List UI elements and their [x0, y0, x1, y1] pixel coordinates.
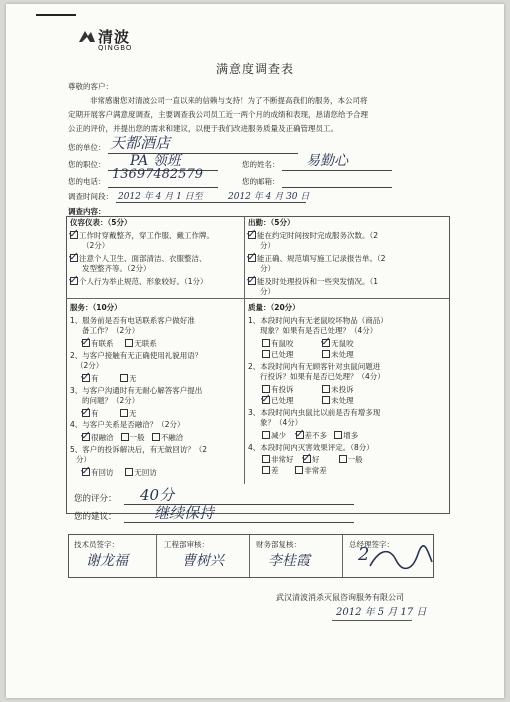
checkbox[interactable]: [82, 409, 90, 417]
checkbox[interactable]: [339, 455, 347, 463]
logo-chinese: 清波: [98, 28, 131, 46]
phone-label: 您的电话：: [68, 177, 106, 186]
checkbox[interactable]: [295, 466, 303, 474]
quality-q3-options[interactable]: 减少 差不多 增多: [262, 429, 358, 443]
score-value[interactable]: 40分: [140, 486, 175, 504]
appearance-title: 仪容仪表：（5分）: [70, 218, 132, 227]
checkbox[interactable]: [70, 277, 78, 285]
email-label: 您的邮箱：: [242, 177, 280, 186]
engineer-signature[interactable]: 曹树兴: [182, 553, 224, 569]
checkbox[interactable]: [322, 385, 330, 393]
quality-title: 质量：（20分）: [248, 303, 300, 312]
checkbox[interactable]: [125, 339, 133, 347]
checkbox[interactable]: [248, 254, 256, 262]
period-end[interactable]: 2012 年 4 月 30 日: [228, 192, 310, 202]
checkbox[interactable]: [262, 350, 270, 358]
appearance-item-2[interactable]: 注意个人卫生、面部清洁、衣服整洁、: [70, 252, 207, 266]
checkbox[interactable]: [70, 254, 78, 262]
phone-value[interactable]: 13697482579: [112, 167, 203, 182]
intro-line-1: 非常感谢您对清波公司一直以来的信赖与支持！为了不断提高我们的服务，本公司将: [90, 96, 368, 105]
checkbox[interactable]: [82, 374, 90, 382]
checkbox[interactable]: [322, 339, 330, 347]
engineer-label: 工程部审核：: [164, 540, 209, 549]
checkbox[interactable]: [120, 374, 128, 382]
checkbox[interactable]: [322, 350, 330, 358]
period-start[interactable]: 2012 年 4 月 1 日至: [118, 192, 203, 202]
attendance-item-2[interactable]: 能正确、规范填写施工记录报告单。（2: [248, 252, 386, 266]
advice-label: 您的建议：: [74, 512, 117, 522]
quality-q2-options-a[interactable]: 有投诉 未投诉: [262, 383, 354, 397]
service-q2-options[interactable]: 有 无: [82, 372, 136, 386]
unit-label: 您的单位：: [68, 143, 106, 152]
attendance-item-1[interactable]: 能在约定时间按时完成服务次数。（2: [248, 229, 378, 243]
service-q3-options[interactable]: 有 无: [82, 407, 136, 421]
checkbox[interactable]: [262, 431, 270, 439]
score-label: 您的评分：: [74, 494, 117, 504]
checkbox[interactable]: [248, 277, 256, 285]
logo-english: QINGBO: [98, 44, 133, 52]
greeting: 尊敬的客户：: [68, 82, 113, 91]
checkbox[interactable]: [262, 455, 270, 463]
checkbox[interactable]: [120, 409, 128, 417]
manager-signature[interactable]: 2: [358, 544, 370, 565]
checkbox[interactable]: [303, 455, 311, 463]
checkbox[interactable]: [70, 231, 78, 239]
appearance-item-3[interactable]: 个人行为举止规范、形象较好。（1分）: [70, 275, 208, 289]
checkbox[interactable]: [82, 433, 90, 441]
company-name: 武汉清波消杀灭鼠咨询服务有限公司: [276, 593, 404, 602]
corner-mark: [36, 14, 76, 16]
period-label: 调查时间段：: [68, 192, 113, 201]
checkbox[interactable]: [296, 431, 304, 439]
advice-value[interactable]: 继续保持: [154, 504, 215, 522]
signature-scribble-icon: [366, 544, 436, 574]
checkbox[interactable]: [82, 468, 90, 476]
survey-sheet: 清波 QINGBO 满意度调查表 尊敬的客户： 非常感谢您对清波公司一直以来的信赖与支持！为了不断提高我们的服务，本公司将 定期开展客户满意度调查，主要调查我公司员工近一两个月的成绩和表现，恳请您给予合理 公正的评价，并提出您的需求和建议，以便于我们改进服务质量及正确管理员工。 您的单位： 天都酒店 您的职位： PA 领班 您的姓名： 易勤心 您的电话： 13697482579 您的邮箱： 调查时间段： 2012 年 4 月 1 日至 2012 年 4 月 30 日 调查内容： 仪容仪表：（5分） 工作时穿戴整齐，穿工作服、戴工作牌。 （2分） 注意个人卫生、面部清洁、衣服整洁、 发型整齐等。（2分） 个人行为举止规范、形象较好。（1分） 出勤：（5分） 能在约定时间按时完成服务次数。（2 分） 能正确、规范填写施工记录报告单。（2 分） 能及时处理投诉和一些突发情况。（1 分） 服务：（10分） 1、服务前是否有电话联系客户做好准 备工作？（2分） 有联系 无联系 2、与客户接触有无正确使用礼貌用语？ （2分） 有 无 3、与客户沟通时有无耐心解答客户提出 的问题？（2分） 有 无 4、与客户关系是否融洽？（2分） 很融洽 一般 不融洽 5、客户的投诉解决后，有无做回访？（2 分） 有回访 无回访 质量：（20分） 1、本段时间内有无老鼠咬坏物品（商品） 现象？如果有是否已处理？（4分） 有鼠咬 无鼠咬 已处理 未处理 2、本段时间内有无顾客针对虫鼠问题进 行投诉？如果有是否已处理？（4分） 有投诉 未投诉 已处理 未处理 3、本段时间内虫鼠比以前是否有增多现 象？（4分） 减少 差不多 增多 4、本段时间内灭害效果评定。（8分） 非常好 好 一般 差 非常差 您的评分： 40分 您的建议： 继续保持 技术员签字： 谢龙福 工程部审核： 曹树兴 财务部复核： 李桂霞 总经理签字： 2 武汉清波消杀灭鼠咨询服务有限公司 2012 年 5 月 17 日: [6, 4, 504, 698]
name-label: 您的姓名：: [242, 160, 280, 169]
quality-q1-options-b[interactable]: 已处理 未处理: [262, 348, 354, 362]
page-title: 满意度调查表: [215, 62, 294, 76]
manager-label: 总经理签字：: [349, 540, 394, 549]
survey-heading: 调查内容：: [68, 207, 106, 216]
checkbox[interactable]: [322, 396, 330, 404]
unit-value[interactable]: 天都酒店: [110, 134, 171, 152]
name-value[interactable]: 易勤心: [306, 153, 348, 169]
appearance-item-1[interactable]: 工作时穿戴整齐，穿工作服、戴工作牌。: [70, 229, 214, 243]
tech-signature[interactable]: 谢龙福: [86, 553, 128, 569]
footer-date[interactable]: 2012 年 5 月 17 日: [336, 607, 427, 618]
finance-label: 财务部复核：: [256, 540, 301, 549]
tech-label: 技术员签字：: [74, 540, 119, 549]
checkbox[interactable]: [82, 339, 90, 347]
attendance-title: 出勤：（5分）: [248, 218, 295, 227]
checkbox[interactable]: [334, 431, 342, 439]
checkbox[interactable]: [121, 433, 129, 441]
intro-line-2: 定期开展客户满意度调查，主要调查我公司员工近一两个月的成绩和表现，恳请您给予合理: [68, 110, 368, 119]
service-q1-options[interactable]: 有联系 无联系: [82, 337, 157, 351]
checkbox[interactable]: [262, 396, 270, 404]
finance-signature[interactable]: 李桂霞: [268, 553, 310, 569]
checkbox[interactable]: [125, 468, 133, 476]
service-title: 服务：（10分）: [70, 303, 122, 312]
qingbo-logo-icon: [78, 28, 96, 44]
quality-q2-options-b[interactable]: 已处理 未处理: [262, 394, 354, 408]
service-q4-options[interactable]: 很融洽 一般 不融洽: [82, 431, 183, 445]
intro-line-3: 公正的评价，并提出您的需求和建议，以便于我们改进服务质量及正确管理员工。: [68, 124, 338, 133]
position-value[interactable]: PA 领班: [130, 153, 181, 169]
checkbox[interactable]: [248, 231, 256, 239]
quality-q4-options-a[interactable]: 非常好 好 一般: [262, 453, 363, 467]
service-q5-options[interactable]: 有回访 无回访: [82, 466, 157, 480]
quality-q1-options-a[interactable]: 有鼠咬 无鼠咬: [262, 337, 354, 351]
checkbox[interactable]: [152, 433, 160, 441]
checkbox[interactable]: [262, 339, 270, 347]
position-label: 您的职位：: [68, 160, 106, 169]
attendance-item-3[interactable]: 能及时处理投诉和一些突发情况。（1: [248, 275, 378, 289]
quality-q4-options-b[interactable]: 差 非常差: [262, 464, 327, 478]
checkbox[interactable]: [262, 466, 270, 474]
